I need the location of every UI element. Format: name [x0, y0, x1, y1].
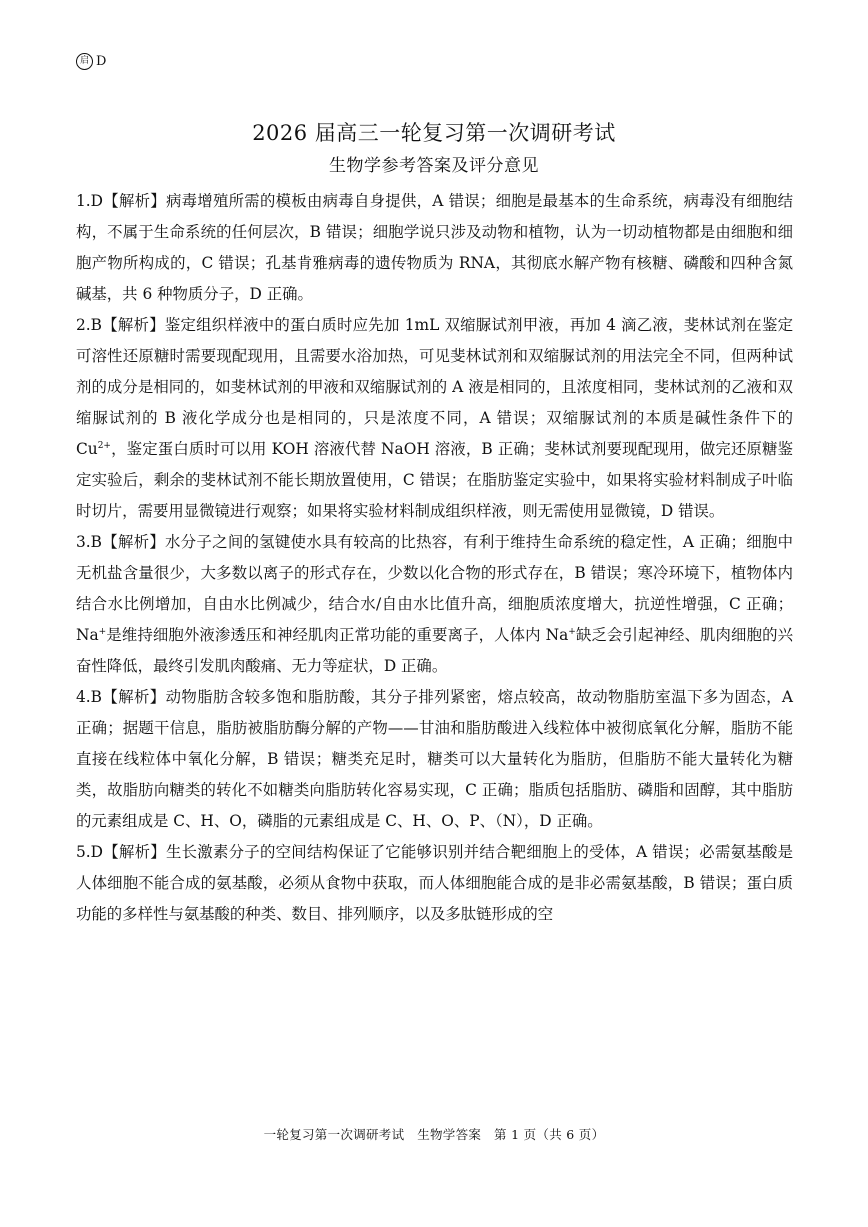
- superscript: +: [568, 627, 576, 637]
- corner-letter: D: [96, 54, 107, 69]
- exam-title: 2026 届高三一轮复习第一次调研考试: [252, 121, 616, 145]
- superscript: +: [98, 627, 107, 637]
- exam-subtitle: 生物学参考答案及评分意见: [329, 156, 539, 176]
- answer-text: 1.D【解析】病毒增殖所需的模板由病毒自身提供，A 错误；细胞是最基本的生命系统，病毒没有细胞结构，不属于生命系统的任何层次，B 错误；细胞学说只涉及动物和植物，认为一切动植物都是由细胞和细胞产物所构成的，C 错误；孔基肯雅病毒的遗传物质为 RNA，其彻底水解产物有核糖、磷酸和四种含氮碱基，共 6 种物质分子，D 正确。: [76, 192, 793, 303]
- answer-item-5: [76, 837, 793, 930]
- answer-text: ，鉴定蛋白质时可以用 KOH 溶液代替 NaOH 溶液，B 正确；斐林试剂要现配现用，做完还原糖鉴定实验后，剩余的斐林试剂不能长期放置使用，C 错误；在脂肪鉴定实验中，如果将实验材料制成子叶临时切片，需要用显微镜进行观察；如果将实验材料制成组织样液，则无需使用显微镜，D 错误。: [76, 440, 793, 520]
- answer-item-3: [76, 527, 793, 682]
- answer-text: 2.B【解析】鉴定组织样液中的蛋白质时应先加 1mL 双缩脲试剂甲液，再加 4 滴乙液，斐林试剂在鉴定可溶性还原糖时需要现配现用，且需要水浴加热，可见斐林试剂和双缩脲试剂的用法完全不同，但两种试剂的成分是相同的，如斐林试剂的甲液和双缩脲试剂的 A 液是相同的，且浓度相同，斐林试剂的乙液和双缩脲试剂的 B 液化学成分也是相同的，只是浓度不同，A 错误；双缩脲试剂的本质是碱性条件下的 Cu: [76, 316, 793, 458]
- page-footer: 一轮复习第一次调研考试 生物学答案 第 1 页（共 6 页）: [263, 1127, 605, 1142]
- answer-item-4: [76, 682, 793, 837]
- answer-text: 4.B【解析】动物脂肪含较多饱和脂肪酸，其分子排列紧密，熔点较高，故动物脂肪室温下多为固态，A 正确；据题干信息，脂肪被脂肪酶分解的产物——甘油和脂肪酸进入线粒体中被彻底氧化分解，脂肪不能直接在线粒体中氧化分解，B 错误；糖类充足时，糖类可以大量转化为脂肪，但脂肪不能大量转化为糖类，故脂肪向糖类的转化不如糖类向脂肪转化容易实现，C 正确；脂质包括脂肪、磷脂和固醇，其中脂肪的元素组成是 C、H、O，磷脂的元素组成是 C、H、O、P、（N），D 正确。: [76, 688, 793, 830]
- answer-text: 缺乏会引起神经、肌肉细胞的兴奋性降低，最终引发肌肉酸痛、无力等症状，D 正确。: [76, 626, 793, 675]
- answer-list: [76, 186, 793, 930]
- answer-text: 是维持细胞外液渗透压和神经肌肉正常功能的重要离子，人体内 Na: [106, 626, 569, 644]
- answer-text: 3.B【解析】水分子之间的氢键使水具有较高的比热容，有利于维持生命系统的稳定性，A 正确；细胞中无机盐含量很少，大多数以离子的形式存在，少数以化合物的形式存在，B 错误；寒冷环境下，植物体内结合水比例增加，自由水比例减少，结合水/自由水比值升高，细胞质浓度增大，抗逆性增强，C 正确；Na: [76, 533, 793, 644]
- corner-mark: [76, 53, 106, 70]
- superscript: 2+: [97, 441, 111, 451]
- answer-text: 5.D【解析】生长激素分子的空间结构保证了它能够识别并结合靶细胞上的受体，A 错误；必需氨基酸是人体细胞不能合成的氨基酸，必须从食物中获取，而人体细胞能合成的是非必需氨基酸，B 错误；蛋白质功能的多样性与氨基酸的种类、数目、排列顺序，以及多肽链形成的空: [76, 843, 794, 923]
- answer-item-1: [76, 186, 793, 310]
- answer-item-2: [76, 310, 793, 527]
- circled-seal-icon: 启: [76, 53, 93, 70]
